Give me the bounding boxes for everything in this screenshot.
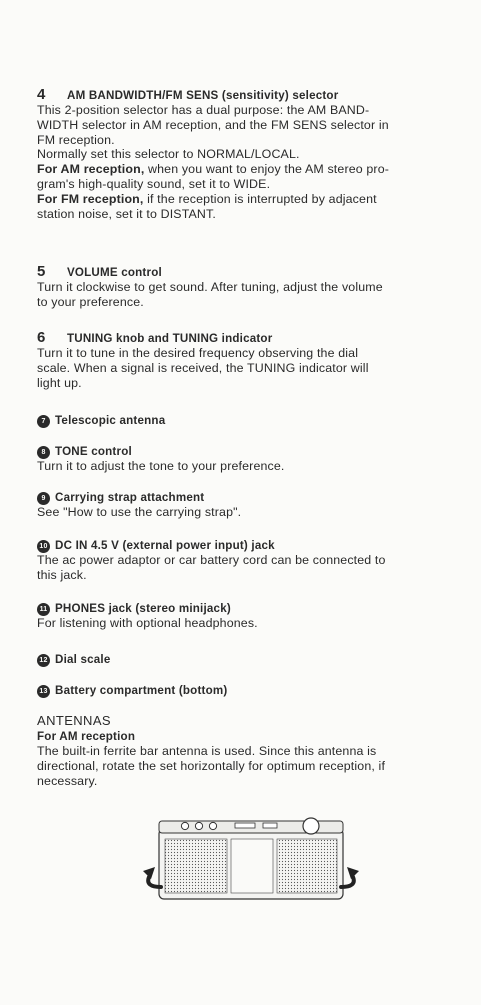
- body-line: light up.: [37, 375, 82, 390]
- section-heading: [37, 538, 459, 553]
- circled-number: 11: [37, 603, 50, 616]
- circled-number: 7: [37, 415, 50, 428]
- circled-number: 13: [37, 685, 50, 698]
- body-line: Normally set this selector to NORMAL/LOCAL.: [37, 147, 300, 162]
- section-number: 5: [37, 263, 46, 280]
- body-line: Turn it to tune in the desired frequency observing the dial: [37, 346, 359, 360]
- section-volume: [37, 264, 459, 310]
- antennas-heading: ANTENNAS: [37, 713, 111, 728]
- body-line: necessary.: [37, 773, 98, 788]
- section-title: TUNING knob and TUNING indicator: [67, 332, 273, 345]
- section-heading: [37, 330, 459, 346]
- section-phones-jack: [37, 601, 459, 631]
- section-number: 6: [37, 329, 46, 346]
- radio-rotation-illustration: [143, 815, 359, 907]
- section-am-bandwidth: [37, 87, 459, 221]
- circled-number: 10: [37, 540, 50, 553]
- section-heading: [37, 413, 459, 428]
- section-dc-in: [37, 538, 459, 583]
- tuning-knob: [303, 818, 319, 834]
- section-title: TONE control: [55, 445, 132, 458]
- body-line: The ac power adaptor or car battery cord can be connected to: [37, 553, 386, 567]
- body-line: This 2-position selector has a dual purpose: the AM BAND-: [37, 103, 370, 117]
- circled-number: 12: [37, 654, 50, 667]
- body-line: scale. When a signal is received, the TUNING indicator will: [37, 360, 369, 375]
- body-line: to your preference.: [37, 294, 144, 309]
- body-line: gram's high-quality sound, set it to WIDE.: [37, 176, 271, 191]
- body-line: For listening with optional headphones.: [37, 616, 258, 630]
- section-title: Dial scale: [55, 653, 111, 666]
- section-number: 4: [37, 86, 46, 103]
- body-line: this jack.: [37, 567, 87, 582]
- circled-number: 8: [37, 446, 50, 459]
- section-title: VOLUME control: [67, 266, 162, 279]
- body-line: See "How to use the carrying strap".: [37, 505, 242, 519]
- body-line: station noise, set it to DISTANT.: [37, 206, 216, 221]
- section-heading: [37, 683, 459, 698]
- section-title: DC IN 4.5 V (external power input) jack: [55, 539, 275, 552]
- section-title: PHONES jack (stereo minijack): [55, 602, 231, 615]
- section-title: AM BANDWIDTH/FM SENS (sensitivity) selector: [67, 89, 339, 102]
- section-heading: [37, 652, 459, 667]
- section-heading: [37, 490, 459, 505]
- body-line: Turn it to adjust the tone to your preference.: [37, 459, 285, 473]
- left-speaker-grille: [165, 839, 227, 893]
- section-title: Carrying strap attachment: [55, 491, 205, 504]
- section-heading: [37, 601, 459, 616]
- antennas-subheading: For AM reception: [37, 730, 136, 743]
- body-line: The built-in ferrite bar antenna is used. Since this antenna is: [37, 744, 377, 758]
- body-line: FM reception.: [37, 132, 115, 147]
- right-speaker-grille: [277, 839, 337, 893]
- section-heading: [37, 444, 459, 459]
- section-tone: [37, 444, 459, 474]
- body-line: directional, rotate the set horizontally for optimum reception, if: [37, 758, 386, 773]
- body-text: if the reception is interrupted by adjacent: [143, 191, 377, 206]
- section-telescopic-antenna: [37, 413, 459, 428]
- section-battery-compartment: [37, 683, 459, 698]
- fm-reception-lead: For FM reception,: [37, 191, 144, 206]
- section-antennas: [37, 713, 459, 788]
- section-carrying-strap: [37, 490, 459, 520]
- section-heading: [37, 264, 459, 280]
- body-line: [37, 162, 459, 177]
- am-reception-lead: For AM reception,: [37, 162, 145, 177]
- section-title: Telescopic antenna: [55, 414, 166, 427]
- body-line: [37, 192, 459, 207]
- section-heading: [37, 87, 459, 103]
- body-line: WIDTH selector in AM reception, and the FM SENS selector in: [37, 117, 389, 132]
- dial-scale-panel: [231, 839, 273, 893]
- section-dial-scale: [37, 652, 459, 667]
- body-line: Turn it clockwise to get sound. After tuning, adjust the volume: [37, 280, 383, 294]
- circled-number: 9: [37, 492, 50, 505]
- section-tuning: [37, 330, 459, 390]
- body-text: when you want to enjoy the AM stereo pro-: [144, 162, 390, 177]
- section-title: Battery compartment (bottom): [55, 684, 228, 697]
